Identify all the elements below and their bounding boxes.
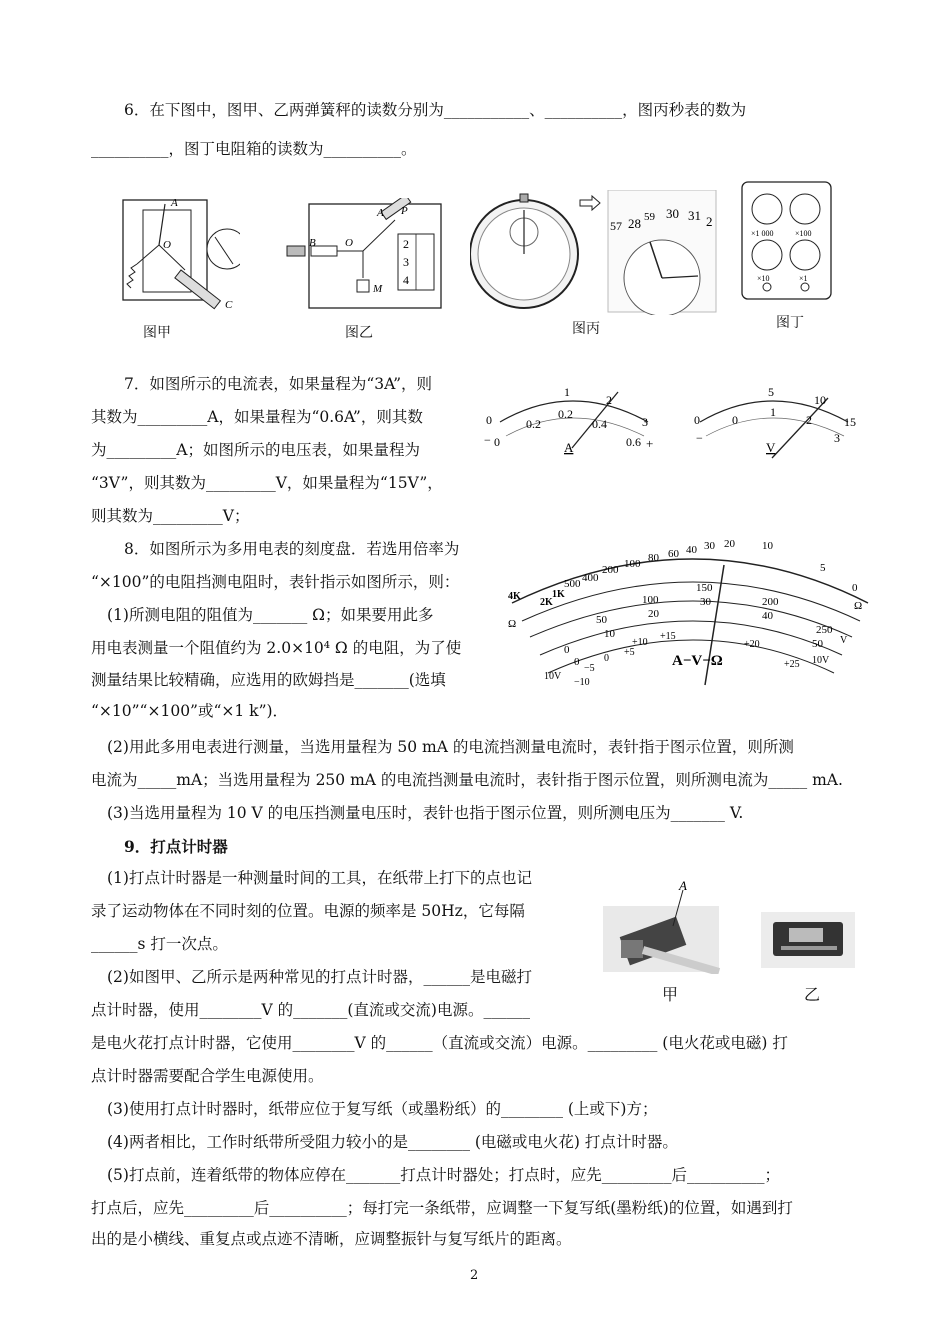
caption-timer-jia: 甲 xyxy=(662,985,679,1004)
label-b: B xyxy=(309,237,316,249)
q8-line-1: 8．如图所示为多用电表的刻度盘．若选用倍率为 xyxy=(124,540,460,558)
side-10v: 10V xyxy=(544,671,562,682)
figure-yi-spring-scale xyxy=(285,198,450,318)
ohm-0: 0 xyxy=(852,582,858,594)
ohm-20: 20 xyxy=(724,538,735,550)
ac-p25: +25 xyxy=(784,659,800,670)
dial-30: 30 xyxy=(666,206,679,221)
ac-0: 0 xyxy=(604,653,609,664)
q9-line-11: 打点后，应先_________后__________；每打完一条纸带，应调整一下复写纸(墨粉纸)的位置，如遇到打 xyxy=(91,1199,793,1217)
dc2-50: 50 xyxy=(812,638,823,650)
ohm-5: 5 xyxy=(820,562,826,574)
voltmeter-minus: − xyxy=(696,431,703,445)
q7-line-5: 则其数为_________V； xyxy=(91,507,250,525)
ammeter-top-0: 0 xyxy=(486,413,492,427)
q8-line-6: “×10”“×100”或“×1 k”)． xyxy=(91,702,289,720)
knob-x10: ×10 xyxy=(757,274,770,283)
knob-x1000: ×1 000 xyxy=(751,229,774,238)
q7-line-4: “3V”，则其数为_________V，如果量程为“15V”， xyxy=(91,474,443,492)
label-p: P xyxy=(401,205,408,217)
figure-ding-resistance-box xyxy=(741,181,833,301)
figure-jia-spring-scale xyxy=(105,192,240,322)
ohm-10: 10 xyxy=(762,540,773,552)
ohm-200: 200 xyxy=(602,564,619,576)
ammeter-unit: A xyxy=(564,440,574,455)
q8-line-4: 用电表测量一个阻值约为 2.0×10⁴ Ω 的电阻，为了使 xyxy=(91,639,462,657)
dc-0: 0 xyxy=(564,644,570,656)
q9-line-10: (5)打点前，连着纸带的物体应停在_______打点计时器处；打点时，应先_________后__________； xyxy=(107,1166,780,1184)
voltmeter-bottom-3: 3 xyxy=(834,431,840,445)
ohm-100: 100 xyxy=(624,558,641,570)
q9-line-9: (4)两者相比，工作时纸带所受阻力较小的是________ (电磁或电火花) 打点计时器。 xyxy=(107,1133,678,1151)
q9-line-7: 点计时器需要配合学生电源使用。 xyxy=(91,1067,324,1085)
ammeter-figure xyxy=(480,378,665,463)
q9-line-2: 录了运动物体在不同时刻的位置。电源的频率是 50Hz，它每隔 xyxy=(91,902,525,920)
dc-100: 100 xyxy=(642,594,659,606)
ammeter-top-3: 3 xyxy=(642,415,648,429)
dial-label: A−V−Ω xyxy=(672,653,723,669)
dc2-20: 20 xyxy=(648,608,659,620)
voltmeter-top-0: 0 xyxy=(694,413,700,427)
ohm-60: 60 xyxy=(668,548,679,560)
dial-59: 59 xyxy=(644,211,655,223)
ammeter-bottom-04: 0.4 xyxy=(592,417,607,431)
q8-line-5: 测量结果比较精确，应选用的欧姆挡是_______(选填 xyxy=(91,671,446,689)
q8-line-3: (1)所测电阻的阻值为_______ Ω；如果要用此多 xyxy=(107,606,434,624)
dc-250: 250 xyxy=(816,624,833,636)
ammeter-top-2: 2 xyxy=(606,393,612,407)
ohm-1k: 1K xyxy=(552,589,565,600)
ohm-2k: 2K xyxy=(540,597,553,608)
dial-2: 2 xyxy=(706,214,713,229)
knob-x100: ×100 xyxy=(795,229,812,238)
ammeter-bottom-02: 0.2 xyxy=(526,417,541,431)
end-v: V xyxy=(840,635,848,646)
q8-line-9: (3)当选用量程为 10 V 的电压挡测量电压时，表针也指于图示位置，则所测电压为_______ V. xyxy=(107,804,744,822)
scale-2: 2 xyxy=(403,237,409,251)
ohm-80: 80 xyxy=(648,552,659,564)
dial-28: 28 xyxy=(628,216,641,231)
voltmeter-top-10: 10 xyxy=(814,393,826,407)
end-10v: 10V xyxy=(812,655,830,666)
ohm-40: 40 xyxy=(686,544,697,556)
label-c: C xyxy=(225,299,233,311)
ohm-400: 400 xyxy=(582,572,599,584)
ammeter-bottom-0: 0 xyxy=(494,435,500,449)
ac-m10: −10 xyxy=(574,677,590,688)
q8-line-7: (2)用此多用电表进行测量，当选用量程为 50 mA 的电流挡测量电流时，表针指于图示位置，则所测 xyxy=(107,738,794,756)
q9-line-4: (2)如图甲、乙所示是两种常见的打点计时器，______是电磁打 xyxy=(107,968,532,986)
label-a2: A xyxy=(377,207,384,219)
voltmeter-top-15: 15 xyxy=(844,415,856,429)
caption-ding: 图丁 xyxy=(776,315,804,331)
q6-line-2: __________，图丁电阻箱的读数为__________。 xyxy=(91,140,417,158)
side-4k: 4K xyxy=(508,591,521,602)
dc-50: 50 xyxy=(596,614,607,626)
page-number: 2 xyxy=(470,1268,479,1283)
q9-title: 9．打点计时器 xyxy=(124,837,228,856)
figure-bing-stopwatch xyxy=(470,190,735,315)
dc-200: 200 xyxy=(762,596,779,608)
timer-label-a: A xyxy=(679,878,687,893)
dial-31: 31 xyxy=(688,208,701,223)
ammeter-minus: − xyxy=(484,433,491,447)
multimeter-dial-figure xyxy=(500,525,875,690)
dc2-0: 0 xyxy=(574,656,580,668)
q6-line-1: 6．在下图中，图甲、乙两弹簧秤的读数分别为___________、__________，图丙秒表的数为 xyxy=(124,101,747,119)
ammeter-plus: + xyxy=(646,436,654,451)
voltmeter-bottom-1: 1 xyxy=(770,405,776,419)
q9-line-12: 出的是小横线、重复点或点迹不清晰，应调整振针与复写纸片的距离。 xyxy=(91,1230,572,1248)
q7-line-1: 7．如图所示的电流表，如果量程为“3A”，则 xyxy=(124,375,432,393)
label-o2: O xyxy=(345,237,353,249)
ac-m5: −5 xyxy=(584,663,595,674)
dc2-30: 30 xyxy=(700,596,711,608)
voltmeter-bottom-2: 2 xyxy=(806,413,812,427)
electromagnetic-timer-photo xyxy=(603,878,721,974)
scale-4: 4 xyxy=(403,273,409,287)
voltmeter-figure xyxy=(680,378,865,463)
knob-x1: ×1 xyxy=(799,274,808,283)
ac-p20: +20 xyxy=(744,639,760,650)
ammeter-bottom-06: 0.6 xyxy=(626,435,641,449)
caption-jia: 图甲 xyxy=(143,325,171,341)
caption-timer-yi: 乙 xyxy=(804,985,821,1004)
ammeter-top-1: 1 xyxy=(564,385,570,399)
ohm-500: 500 xyxy=(564,578,581,590)
ac-p15: +15 xyxy=(660,631,676,642)
voltmeter-unit: V xyxy=(766,440,776,455)
q7-line-2: 其数为_________A，如果量程为“0.6A”，则其数 xyxy=(91,408,423,426)
q9-line-6: 是电火花打点计时器，它使用________V 的______（直流或交流）电源。_________ (电火花或电磁) 打 xyxy=(91,1034,788,1052)
q7-line-3: 为_________A；如图所示的电压表，如果量程为 xyxy=(91,441,420,459)
q8-line-2: “×100”的电阻挡测电阻时，表针指示如图所示，则： xyxy=(91,573,460,591)
dc-150: 150 xyxy=(696,582,713,594)
ac-p10: +10 xyxy=(632,637,648,648)
scale-3: 3 xyxy=(403,255,409,269)
voltmeter-bottom-0: 0 xyxy=(732,413,738,427)
spark-timer-photo xyxy=(761,912,855,968)
q9-line-1: (1)打点计时器是一种测量时间的工具，在纸带上打下的点也记 xyxy=(107,869,532,887)
caption-yi: 图乙 xyxy=(345,325,373,341)
ohm-30: 30 xyxy=(704,540,715,552)
side-ohm: Ω xyxy=(508,618,517,630)
q8-line-8: 电流为_____mA；当选用量程为 250 mA 的电流挡测量电流时，表针指于图示位置，则所测电流为_____ mA. xyxy=(91,771,843,789)
label-a: A xyxy=(171,197,178,209)
caption-bing: 图丙 xyxy=(572,321,600,337)
ac-p5: +5 xyxy=(624,647,635,658)
ammeter-bottom-02b: 0.2 xyxy=(558,407,573,421)
label-m: M xyxy=(373,283,383,295)
dial-57: 57 xyxy=(610,219,622,233)
dc2-40: 40 xyxy=(762,610,773,622)
end-ohm: Ω xyxy=(854,600,863,612)
voltmeter-top-5: 5 xyxy=(768,385,774,399)
dc2-10: 10 xyxy=(604,628,615,640)
q9-line-3: ______s 打一次点。 xyxy=(91,935,228,953)
q9-line-5: 点计时器，使用________V 的_______(直流或交流)电源。______ xyxy=(91,1001,530,1019)
label-o: O xyxy=(163,239,171,251)
q9-line-8: (3)使用打点计时器时，纸带应位于复写纸（或墨粉纸）的________ (上或下)方； xyxy=(107,1100,658,1118)
